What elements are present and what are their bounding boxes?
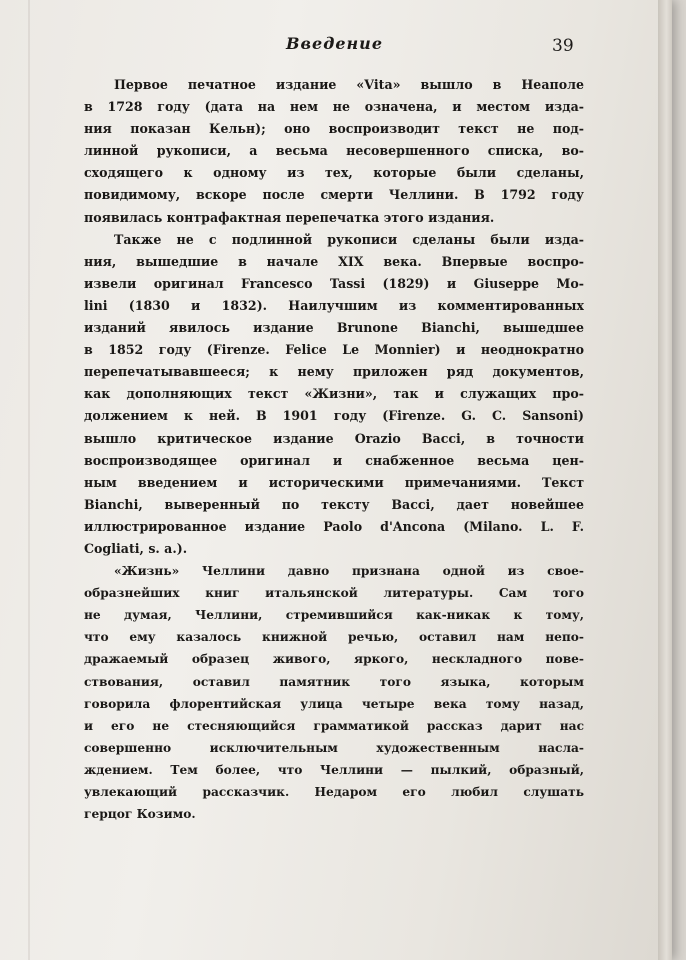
- text-line: lini (1830 и 1832). Наилучшим из комментированных: [84, 297, 584, 313]
- body-text: [84, 74, 584, 825]
- text-line: «Жизнь» Челлини давно признана одной из свое-: [114, 564, 584, 579]
- page-number: 39: [552, 36, 574, 56]
- text-line: перепечатывавшееся; к нему приложен ряд документов,: [84, 364, 584, 380]
- page-crease: [28, 0, 30, 960]
- paragraph-3: [84, 560, 584, 825]
- text-line: увлекающий рассказчик. Недаром его любил слушать: [84, 785, 584, 799]
- text-line: что ему казалось книжной речью, оставил нам непо-: [84, 630, 584, 645]
- text-line: в 1728 году (дата на нем не означена, и местом изда-: [84, 99, 584, 115]
- text-line: совершенно исключительным художественным насла-: [84, 740, 584, 755]
- text-line: повидимому, вскоре после смерти Челлини. В 1792 году: [84, 187, 584, 203]
- text-line: ствования, оставил памятник того языка, которым: [84, 674, 584, 689]
- text-line: появилась контрафактная перепечатка этого издания.: [84, 209, 495, 225]
- text-line: в 1852 году (Firenze. Felice Le Monnier) и неоднократно: [84, 342, 584, 358]
- text-line: Bianchi, выверенный по тексту Bacci, дает новейшее: [84, 496, 584, 512]
- text-line: и его не стесняющийся грамматикой рассказ дарит нас: [84, 718, 584, 733]
- text-line: воспроизводящее оригинал и снабженное весьма цен-: [84, 452, 584, 468]
- text-line: ным введением и историческими примечаниями. Текст: [84, 474, 584, 490]
- text-line: как дополняющих текст «Жизни», так и служащих про-: [84, 386, 584, 402]
- text-line: извели оригинал Francesco Tassi (1829) и Giuseppe Mo-: [84, 275, 584, 291]
- chapter-title: Введение: [286, 34, 383, 53]
- text-line: говорила флорентийская улица четыре века тому назад,: [84, 696, 584, 711]
- text-line: изданий явилось издание Brunone Bianchi, вышедшее: [84, 320, 584, 336]
- running-head: [0, 34, 672, 60]
- text-line: линной рукописи, а весьма несовершенного списка, во-: [84, 143, 584, 159]
- text-line: Первое печатное издание «Vita» вышло в Неаполе: [114, 77, 584, 92]
- text-line: Cogliati, s. a.).: [84, 540, 188, 556]
- text-line: дражаемый образец живого, яркого, нескладного пове-: [84, 652, 584, 667]
- text-line: образнейших книг итальянской литературы. Сам того: [84, 586, 584, 601]
- paragraph-1: [84, 74, 584, 229]
- text-line: ния показан Кельн); оно воспроизводит текст не под-: [84, 121, 584, 137]
- text-line: должением к ней. В 1901 году (Firenze. G. C. Sansoni): [84, 408, 584, 424]
- text-line: вышло критическое издание Orazio Bacci, в точности: [84, 430, 584, 446]
- paragraph-2: [84, 229, 584, 560]
- text-line: Также не с подлинной рукописи сделаны были изда-: [114, 231, 584, 247]
- page-edge: [658, 0, 672, 960]
- text-line: не думая, Челлини, стремившийся как-никак к тому,: [84, 608, 584, 623]
- text-line: иллюстрированное издание Paolo d'Ancona (Milano. L. F.: [84, 518, 584, 534]
- text-line: герцог Козимо.: [84, 807, 196, 822]
- text-line: ждением. Тем более, что Челлини — пылкий, образный,: [84, 762, 584, 777]
- text-line: ния, вышедшие в начале XIX века. Впервые воспро-: [84, 253, 584, 269]
- text-line: сходящего к одному из тех, которые были сделаны,: [84, 165, 584, 181]
